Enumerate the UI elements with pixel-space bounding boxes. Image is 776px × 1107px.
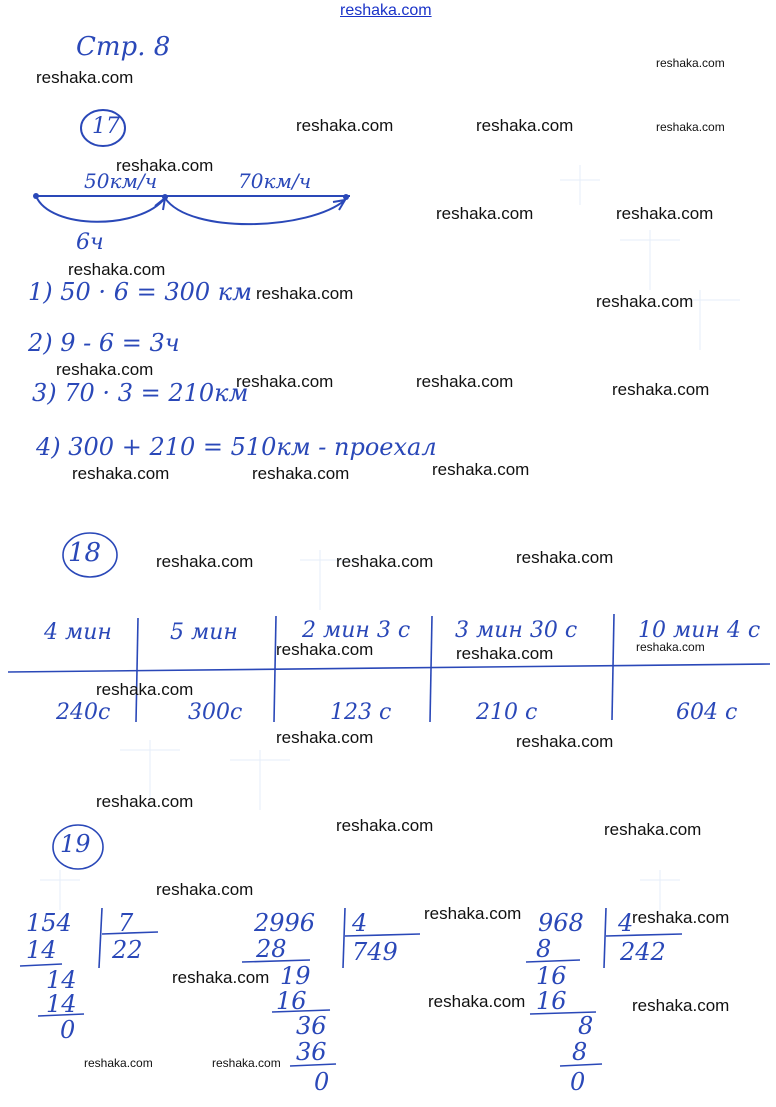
time-label: 6ч <box>76 230 104 255</box>
watermark: reshaka.com <box>428 992 526 1011</box>
division1-dividend: 154 <box>26 909 72 937</box>
division1-line-2: 14 <box>46 966 77 994</box>
speed1-label: 50км/ч <box>84 169 158 193</box>
watermark: reshaka.com <box>56 360 154 379</box>
division1-divisor: 7 <box>118 909 134 937</box>
watermark: reshaka.com <box>612 380 710 399</box>
watermark: reshaka.com <box>116 156 214 175</box>
watermark: reshaka.com <box>172 968 270 987</box>
watermark: reshaka.com <box>156 552 254 571</box>
division1-line-4: 0 <box>60 1016 76 1044</box>
division2-quotient: 749 <box>352 938 398 966</box>
division3-quotient: 242 <box>620 938 666 966</box>
task17-step-1: 1) 50 · 6 = 300 км <box>28 278 252 306</box>
watermark: reshaka.com <box>656 56 725 70</box>
task18-number: 18 <box>68 538 102 568</box>
division2-divisor: 4 <box>352 909 368 937</box>
division3-divisor: 4 <box>618 909 634 937</box>
division2-line-6: 0 <box>314 1068 330 1096</box>
table-bottom-cell-4: 210 с <box>476 700 538 725</box>
watermark: reshaka.com <box>276 640 374 659</box>
watermark: reshaka.com <box>616 204 714 223</box>
watermark: reshaka.com <box>336 552 434 571</box>
watermark: reshaka.com <box>252 464 350 483</box>
watermark: reshaka.com <box>84 1056 153 1070</box>
watermark: reshaka.com <box>632 996 730 1015</box>
watermark: reshaka.com <box>456 644 554 663</box>
watermark: reshaka.com <box>336 816 434 835</box>
table-bottom-cell-2: 300с <box>188 700 243 725</box>
watermark: reshaka.com <box>436 204 534 223</box>
division3-line-1: 8 <box>536 935 552 963</box>
page-label: Стр. 8 <box>76 32 171 62</box>
watermark: reshaka.com <box>96 680 194 699</box>
division1-line-1: 14 <box>26 936 57 964</box>
table-bottom-cell-5: 604 с <box>676 700 738 725</box>
table-top-cell-1: 4 мин <box>44 620 112 645</box>
division3-dividend: 968 <box>538 909 584 937</box>
table-top-cell-4: 3 мин 30 с <box>455 618 578 643</box>
watermark: reshaka.com <box>596 292 694 311</box>
watermark: reshaka.com <box>516 732 614 751</box>
division3-line-5: 8 <box>572 1038 588 1066</box>
watermark: reshaka.com <box>236 372 334 391</box>
watermark: reshaka.com <box>276 728 374 747</box>
table-bottom-cell-1: 240с <box>56 700 111 725</box>
task17-step-3: 3) 70 · 3 = 210км <box>32 379 249 407</box>
watermark: reshaka.com <box>476 116 574 135</box>
watermark: reshaka.com <box>424 904 522 923</box>
division1-line-3: 14 <box>46 990 77 1018</box>
division2-line-2: 19 <box>280 962 311 990</box>
table-top-cell-2: 5 мин <box>170 620 238 645</box>
watermark: reshaka.com <box>68 260 166 279</box>
watermark: reshaka.com <box>212 1056 281 1070</box>
watermark: reshaka.com <box>516 548 614 567</box>
watermark: reshaka.com <box>72 464 170 483</box>
division3-line-6: 0 <box>570 1068 586 1096</box>
watermark: reshaka.com <box>296 116 394 135</box>
watermark: reshaka.com <box>656 120 725 134</box>
task17-number: 17 <box>92 114 120 139</box>
watermark: reshaka.com <box>96 792 194 811</box>
task17-step-2: 2) 9 - 6 = 3ч <box>28 329 180 357</box>
watermark: reshaka.com <box>632 908 730 927</box>
watermark: reshaka.com <box>36 68 134 87</box>
watermark: reshaka.com <box>416 372 514 391</box>
watermark: reshaka.com <box>604 820 702 839</box>
division3-line-2: 16 <box>536 962 567 990</box>
task19-number: 19 <box>60 830 91 858</box>
watermark: reshaka.com <box>636 640 705 654</box>
division2-line-1: 28 <box>256 935 287 963</box>
division3-line-4: 8 <box>578 1012 594 1040</box>
division1-quotient: 22 <box>112 936 143 964</box>
watermark: reshaka.com <box>256 284 354 303</box>
table-top-cell-5: 10 мин 4 с <box>638 618 761 643</box>
division2-line-5: 36 <box>296 1038 327 1066</box>
task17-step-4: 4) 300 + 210 = 510км - проехал <box>36 433 437 461</box>
watermark: reshaka.com <box>432 460 530 479</box>
watermark: reshaka.com <box>156 880 254 899</box>
table-bottom-cell-3: 123 с <box>330 700 392 725</box>
division2-line-3: 16 <box>276 987 307 1015</box>
division2-dividend: 2996 <box>254 909 316 937</box>
table-top-cell-3: 2 мин 3 с <box>302 618 411 643</box>
division3-line-3: 16 <box>536 987 567 1015</box>
speed2-label: 70км/ч <box>238 169 312 193</box>
division2-line-4: 36 <box>296 1012 327 1040</box>
site-link[interactable]: reshaka.com <box>340 2 432 19</box>
